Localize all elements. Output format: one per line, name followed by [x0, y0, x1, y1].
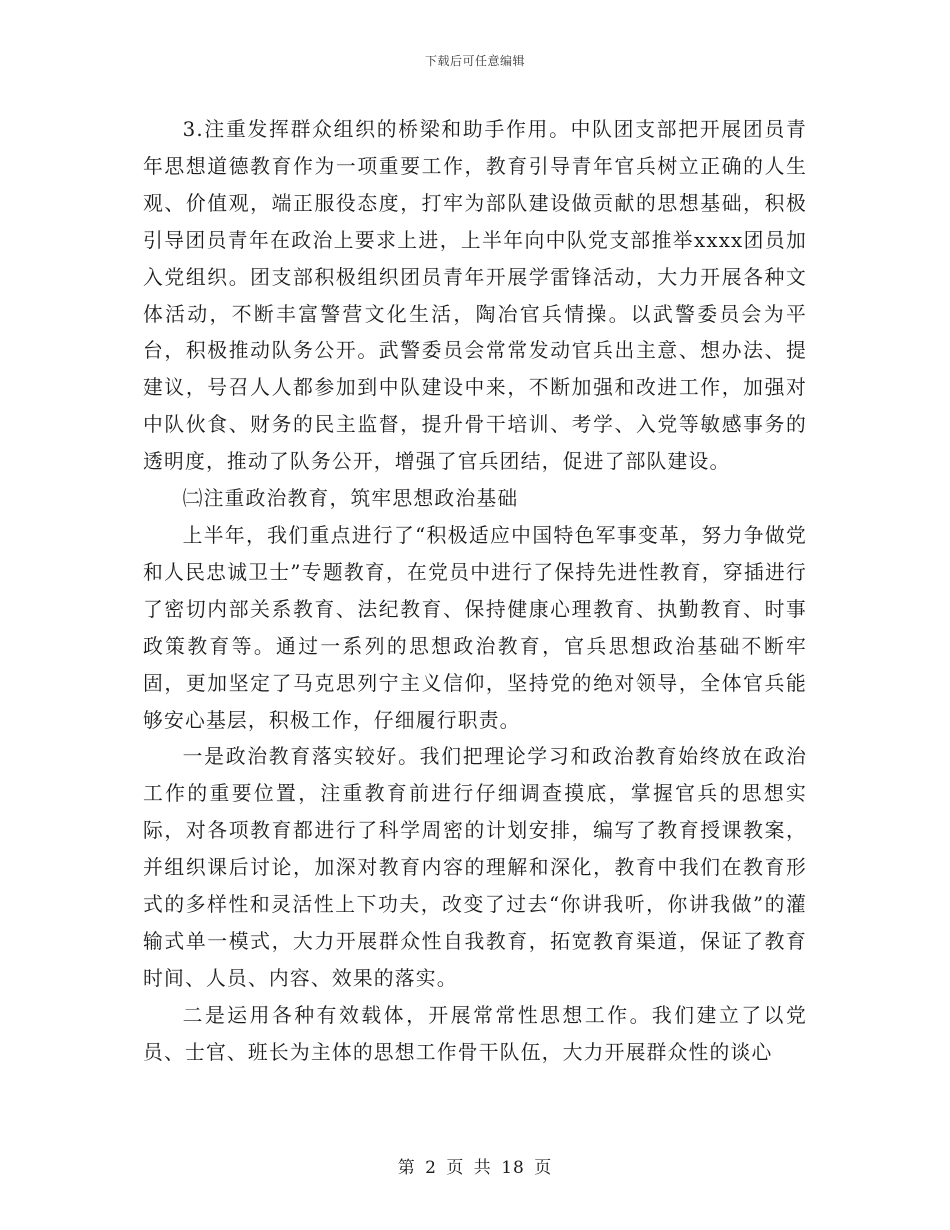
paragraph-ideological-work: 二是运用各种有效载体，开展常常性思想工作。我们建立了以党员、士官、班长为主体的思想工作骨干队伍，大力开展群众性的谈心: [143, 1003, 807, 1064]
page-header: 下载后可任意编辑: [424, 54, 525, 68]
section-heading-political-education: ㈡注重政治教育，筑牢思想政治基础: [182, 487, 519, 511]
document-body: [143, 112, 807, 1072]
paragraph-bridge-role: 3.注重发挥群众组织的桥梁和助手作用。中队团支部把开展团员青年思想道德教育作为一项重要工作，教育引导青年官兵树立正确的人生观、价值观，端正服役态度，打牢为部队建设做贡献的思想基础，积极引导团员青年在政治上要求上进，上半年向中队党支部推举xxxx团员加入党组织。团支部积极组织团员青年开展学雷锋活动，大力开展各种文体活动，不断丰富警营文化生活，陶冶官兵情操。以武警委员会为平台，积极推动队务公开。武警委员会常常发动官兵出主意、想办法、提建议，号召人人都参加到中队建设中来，不断加强和改进工作，加强对中队伙食、财务的民主监督，提升骨干培训、考学、入党等敏感事务的透明度，推动了队务公开，增强了官兵团结，促进了部队建设。: [143, 118, 807, 474]
paragraph-political-education-implementation: 一是政治教育落实较好。我们把理论学习和政治教育始终放在政治工作的重要位置，注重教育前进行仔细调查摸底，掌握官兵的思想实际，对各项教育都进行了科学周密的计划安排，编写了教育授课教案，并组织课后讨论，加深对教育内容的理解和深化，教育中我们在教育形式的多样性和灵活性上下功夫，改变了过去“你讲我听，你讲我做”的灌输式单一模式，大力开展群众性自我教育，拓宽教育渠道，保证了教育时间、人员、内容、效果的落实。: [143, 745, 807, 990]
page-number-footer: 第 2 页 共 18 页: [397, 1158, 553, 1178]
paragraph-first-half-education: 上半年，我们重点进行了“积极适应中国特色军事变革，努力争做党和人民忠诚卫士”专题教育，在党员中进行了保持先进性教育，穿插进行了密切内部关系教育、法纪教育、保持健康心理教育、执勤教育、时事政策教育等。通过一系列的思想政治教育，官兵思想政治基础不断牢固，更加坚定了马克思列宁主义信仰，坚持党的绝对领导，全体官兵能够安心基层，积极工作，仔细履行职责。: [143, 523, 807, 732]
